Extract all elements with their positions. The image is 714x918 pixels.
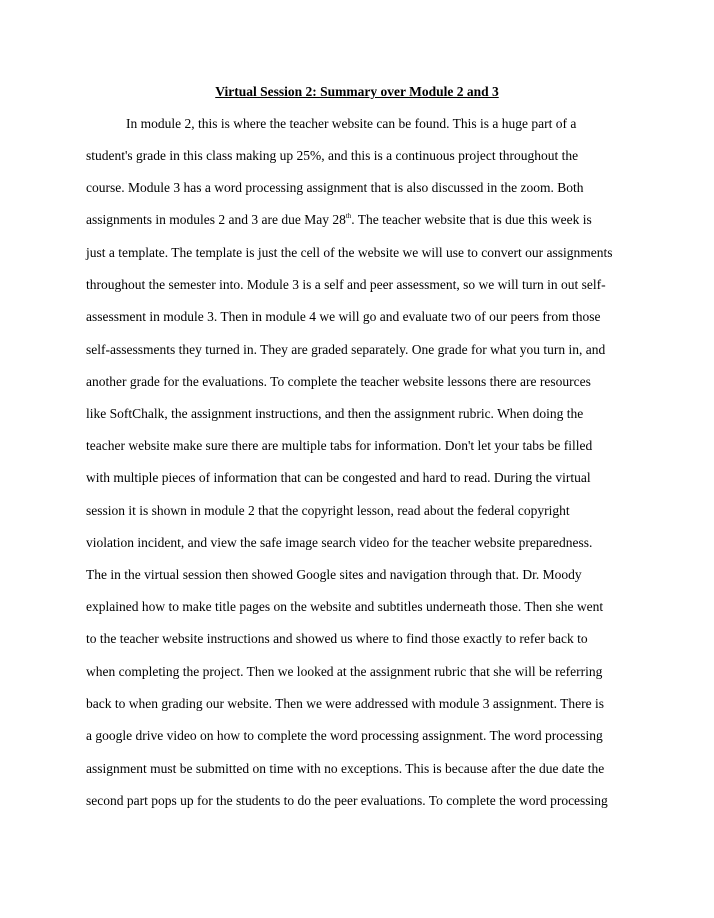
- paragraph-line: second part pops up for the students to do the peer evaluations. To complete the word processing: [86, 793, 608, 808]
- paragraph-line: violation incident, and view the safe image search video for the teacher website preparedness.: [86, 535, 593, 550]
- paragraph-line: The in the virtual session then showed Google sites and navigation through that. Dr. Moody: [86, 567, 582, 582]
- document-title: Virtual Session 2: Summary over Module 2 and 3: [215, 84, 499, 99]
- paragraph-line: assessment in module 3. Then in module 4 we will go and evaluate two of our peers from those: [86, 309, 601, 324]
- paragraph-line: teacher website make sure there are multiple tabs for information. Don't let your tabs be filled: [86, 438, 593, 453]
- paragraph-line: a google drive video on how to complete the word processing assignment. The word processing: [86, 728, 603, 743]
- line-text: . The teacher website that is due this week is: [351, 212, 592, 227]
- paragraph-line: like SoftChalk, the assignment instructions, and then the assignment rubric. When doing the: [86, 406, 584, 421]
- paragraph-line: session it is shown in module 2 that the copyright lesson, read about the federal copyright: [86, 503, 570, 518]
- paragraph-line: another grade for the evaluations. To complete the teacher website lessons there are resources: [86, 374, 591, 389]
- paragraph-line: throughout the semester into. Module 3 is a self and peer assessment, so we will turn in out self-: [86, 277, 606, 292]
- paragraph-line: assignment must be submitted on time with no exceptions. This is because after the due date the: [86, 761, 605, 776]
- paragraph-line: with multiple pieces of information that can be congested and hard to read. During the virtual: [86, 470, 591, 485]
- paragraph-line: course. Module 3 has a word processing assignment that is also discussed in the zoom. Both: [86, 180, 584, 195]
- paragraph-line: back to when grading our website. Then we were addressed with module 3 assignment. There is: [86, 696, 604, 711]
- paragraph-line: just a template. The template is just the cell of the website we will use to convert our assignments: [86, 245, 613, 260]
- paragraph-line: In module 2, this is where the teacher website can be found. This is a huge part of a: [126, 116, 577, 131]
- paragraph-line: when completing the project. Then we looked at the assignment rubric that she will be referring: [86, 664, 603, 679]
- paragraph-line: [86, 210, 646, 230]
- line-text: assignments in modules 2 and 3 are due May 28: [86, 212, 346, 227]
- paragraph-line: student's grade in this class making up 25%, and this is a continuous project throughout the: [86, 148, 579, 163]
- paragraph-line: self-assessments they turned in. They are graded separately. One grade for what you turn in, and: [86, 342, 606, 357]
- paragraph-line: explained how to make title pages on the website and subtitles underneath those. Then she went: [86, 599, 604, 614]
- paragraph-line: to the teacher website instructions and showed us where to find those exactly to refer back to: [86, 631, 588, 646]
- ordinal-suffix: th: [345, 212, 352, 220]
